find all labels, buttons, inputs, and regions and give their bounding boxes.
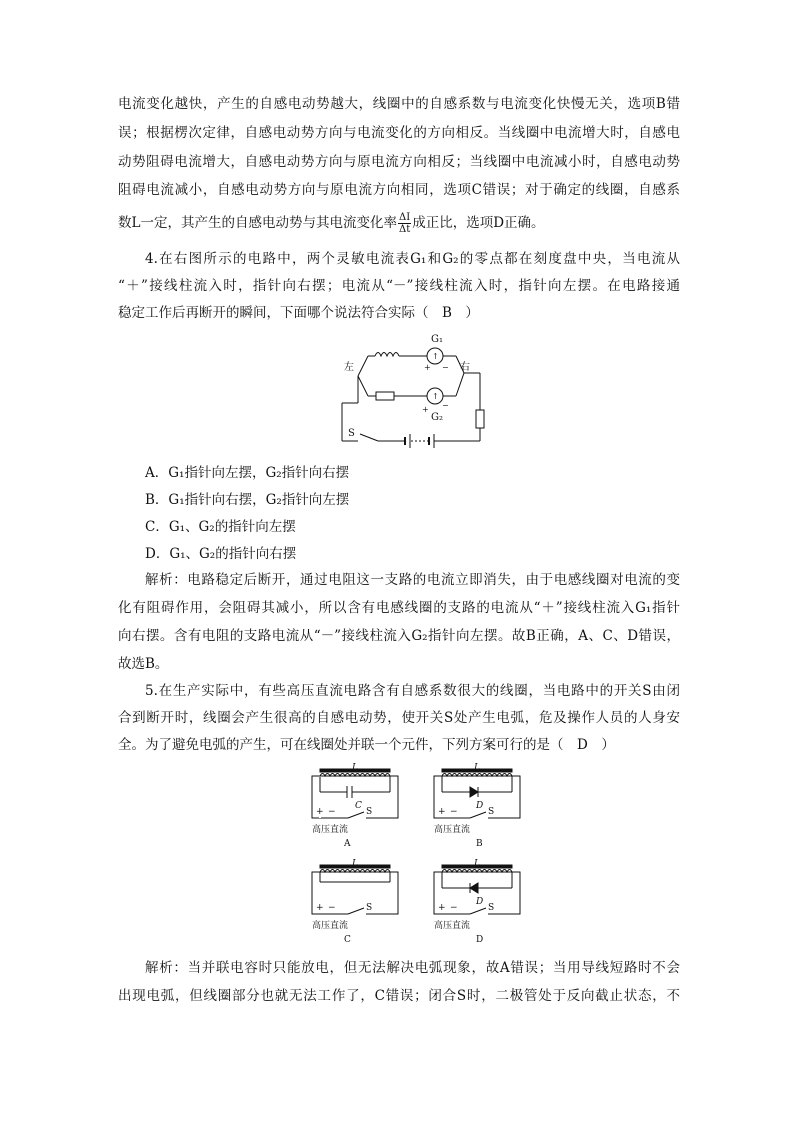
svg-text:↑: ↑ — [432, 392, 439, 401]
label-minus: − — [450, 807, 458, 817]
g2-label: G₂ — [431, 412, 443, 423]
g1-minus: − — [442, 363, 449, 372]
label-L: L — [352, 859, 358, 869]
fraction — [398, 212, 411, 235]
question-5-line: 5.在生产实际中，有些高压直流电路含有自感系数很大的线圈，当电路中的开关S由闭 — [145, 683, 680, 699]
svg-text:↑: ↑ — [432, 352, 439, 361]
source-label: 高压直流 — [434, 921, 471, 931]
g1-label: G₁ — [431, 334, 443, 345]
analysis-line: 出现电弧，但线圈部分也就无法工作了，C错误；闭合S时，二极管处于反向截止状态，不 — [118, 988, 680, 1004]
analysis-line: 解析：电路稳定后断开，通过电阻这一支路的电流立即消失，由于电感线圈对电流的变 — [145, 572, 680, 588]
question-4-line: 稳定工作后再断开的瞬间，下面哪个说法符合实际（ B ） — [118, 305, 479, 321]
source-label: 高压直流 — [312, 825, 349, 835]
label-minus: − — [450, 903, 458, 913]
right-label: 右 — [460, 362, 470, 373]
analysis-line: 故选B。 — [118, 656, 169, 672]
caption-c: C — [344, 935, 351, 945]
label-plus: + — [316, 807, 324, 817]
label-S: S — [366, 903, 373, 913]
caption-a: A — [344, 839, 351, 849]
analysis-line: 向右摆。含有电阻的支路电流从“－”接线柱流入G₂指针向左摆。故B正确，A、C、D错误， — [118, 628, 680, 644]
analysis-line: 化有阻碍作用，会阻碍其减小，所以含有电感线圈的支路的电流从“＋”接线柱流入G₁指针 — [118, 600, 680, 616]
text-line: 动势阻碍电流增大，自感电动势方向与原电流方向相反；当线圈中电流减小时，自感电动势 — [118, 154, 680, 170]
text-line: 电流变化越快，产生的自感电动势越大，线圈中的自感系数与电流变化快慢无关，选项B错 — [118, 96, 680, 112]
switch-label: S — [348, 428, 355, 439]
label-L: L — [352, 763, 358, 773]
label-D: D — [476, 801, 484, 811]
q5-circuit-options — [300, 762, 530, 950]
label-L: L — [474, 859, 480, 869]
label-S: S — [488, 807, 495, 817]
source-label: 高压直流 — [312, 921, 349, 931]
q4-circuit-diagram — [330, 328, 500, 453]
text-segment: 数L一定，其产生的自感电动势与其电流变化率 — [118, 215, 397, 231]
g2-minus: − — [442, 401, 449, 410]
g2-plus: + — [422, 405, 429, 414]
text-line: 阻碍电流减小，自感电动势方向与原电流方向相同，选项C错误；对于确定的线圈，自感系 — [118, 182, 680, 198]
text-line: 误；根据楞次定律，自感电动势方向与电流变化的方向相反。当线圈中电流增大时，自感电 — [118, 125, 680, 141]
fraction-denominator: Δt — [398, 224, 411, 235]
question-5-line: 合到断开时，线圈会产生很高的自感电动势，使开关S处产生电弧，危及操作人员的人身安 — [118, 710, 680, 726]
question-5-line: 全。为了避免电弧的产生，可在线圈处并联一个元件，下列方案可行的是（ D ） — [118, 737, 615, 753]
left-label: 左 — [344, 362, 354, 373]
option-a: A．G₁指针向左摆，G₂指针向右摆 — [145, 465, 350, 481]
text-line-with-fraction — [118, 209, 680, 238]
option-c: C．G₁、G₂的指针向左摆 — [145, 519, 296, 535]
label-D: D — [476, 897, 484, 907]
label-L: L — [474, 763, 480, 773]
label-S: S — [366, 807, 373, 817]
question-4-line: 4.在右图所示的电路中，两个灵敏电流表G₁和G₂的零点都在刻度盘中央，当电流从 — [145, 251, 680, 267]
text-segment: 成正比，选项D正确。 — [412, 215, 545, 231]
label-C: C — [355, 801, 362, 811]
option-d: D．G₁、G₂的指针向右摆 — [145, 546, 297, 562]
option-b: B．G₁指针向右摆，G₂指针向左摆 — [145, 492, 350, 508]
g1-plus: + — [424, 363, 431, 372]
label-plus: + — [438, 807, 446, 817]
source-label: 高压直流 — [434, 825, 471, 835]
label-minus: − — [328, 807, 336, 817]
label-plus: + — [438, 903, 446, 913]
caption-d: D — [476, 935, 484, 945]
analysis-line: 解析：当并联电容时只能放电，但无法解决电弧现象，故A错误；当用导线短路时不会 — [145, 960, 680, 976]
fraction-numerator: ΔI — [398, 212, 411, 223]
label-minus: − — [328, 903, 336, 913]
question-4-line: “＋”接线柱流入时，指针向右摆；电流从“－”接线柱流入时，指针向左摆。在电路接通 — [118, 278, 680, 294]
label-S: S — [488, 903, 495, 913]
label-plus: + — [316, 903, 324, 913]
caption-b: B — [476, 839, 483, 849]
